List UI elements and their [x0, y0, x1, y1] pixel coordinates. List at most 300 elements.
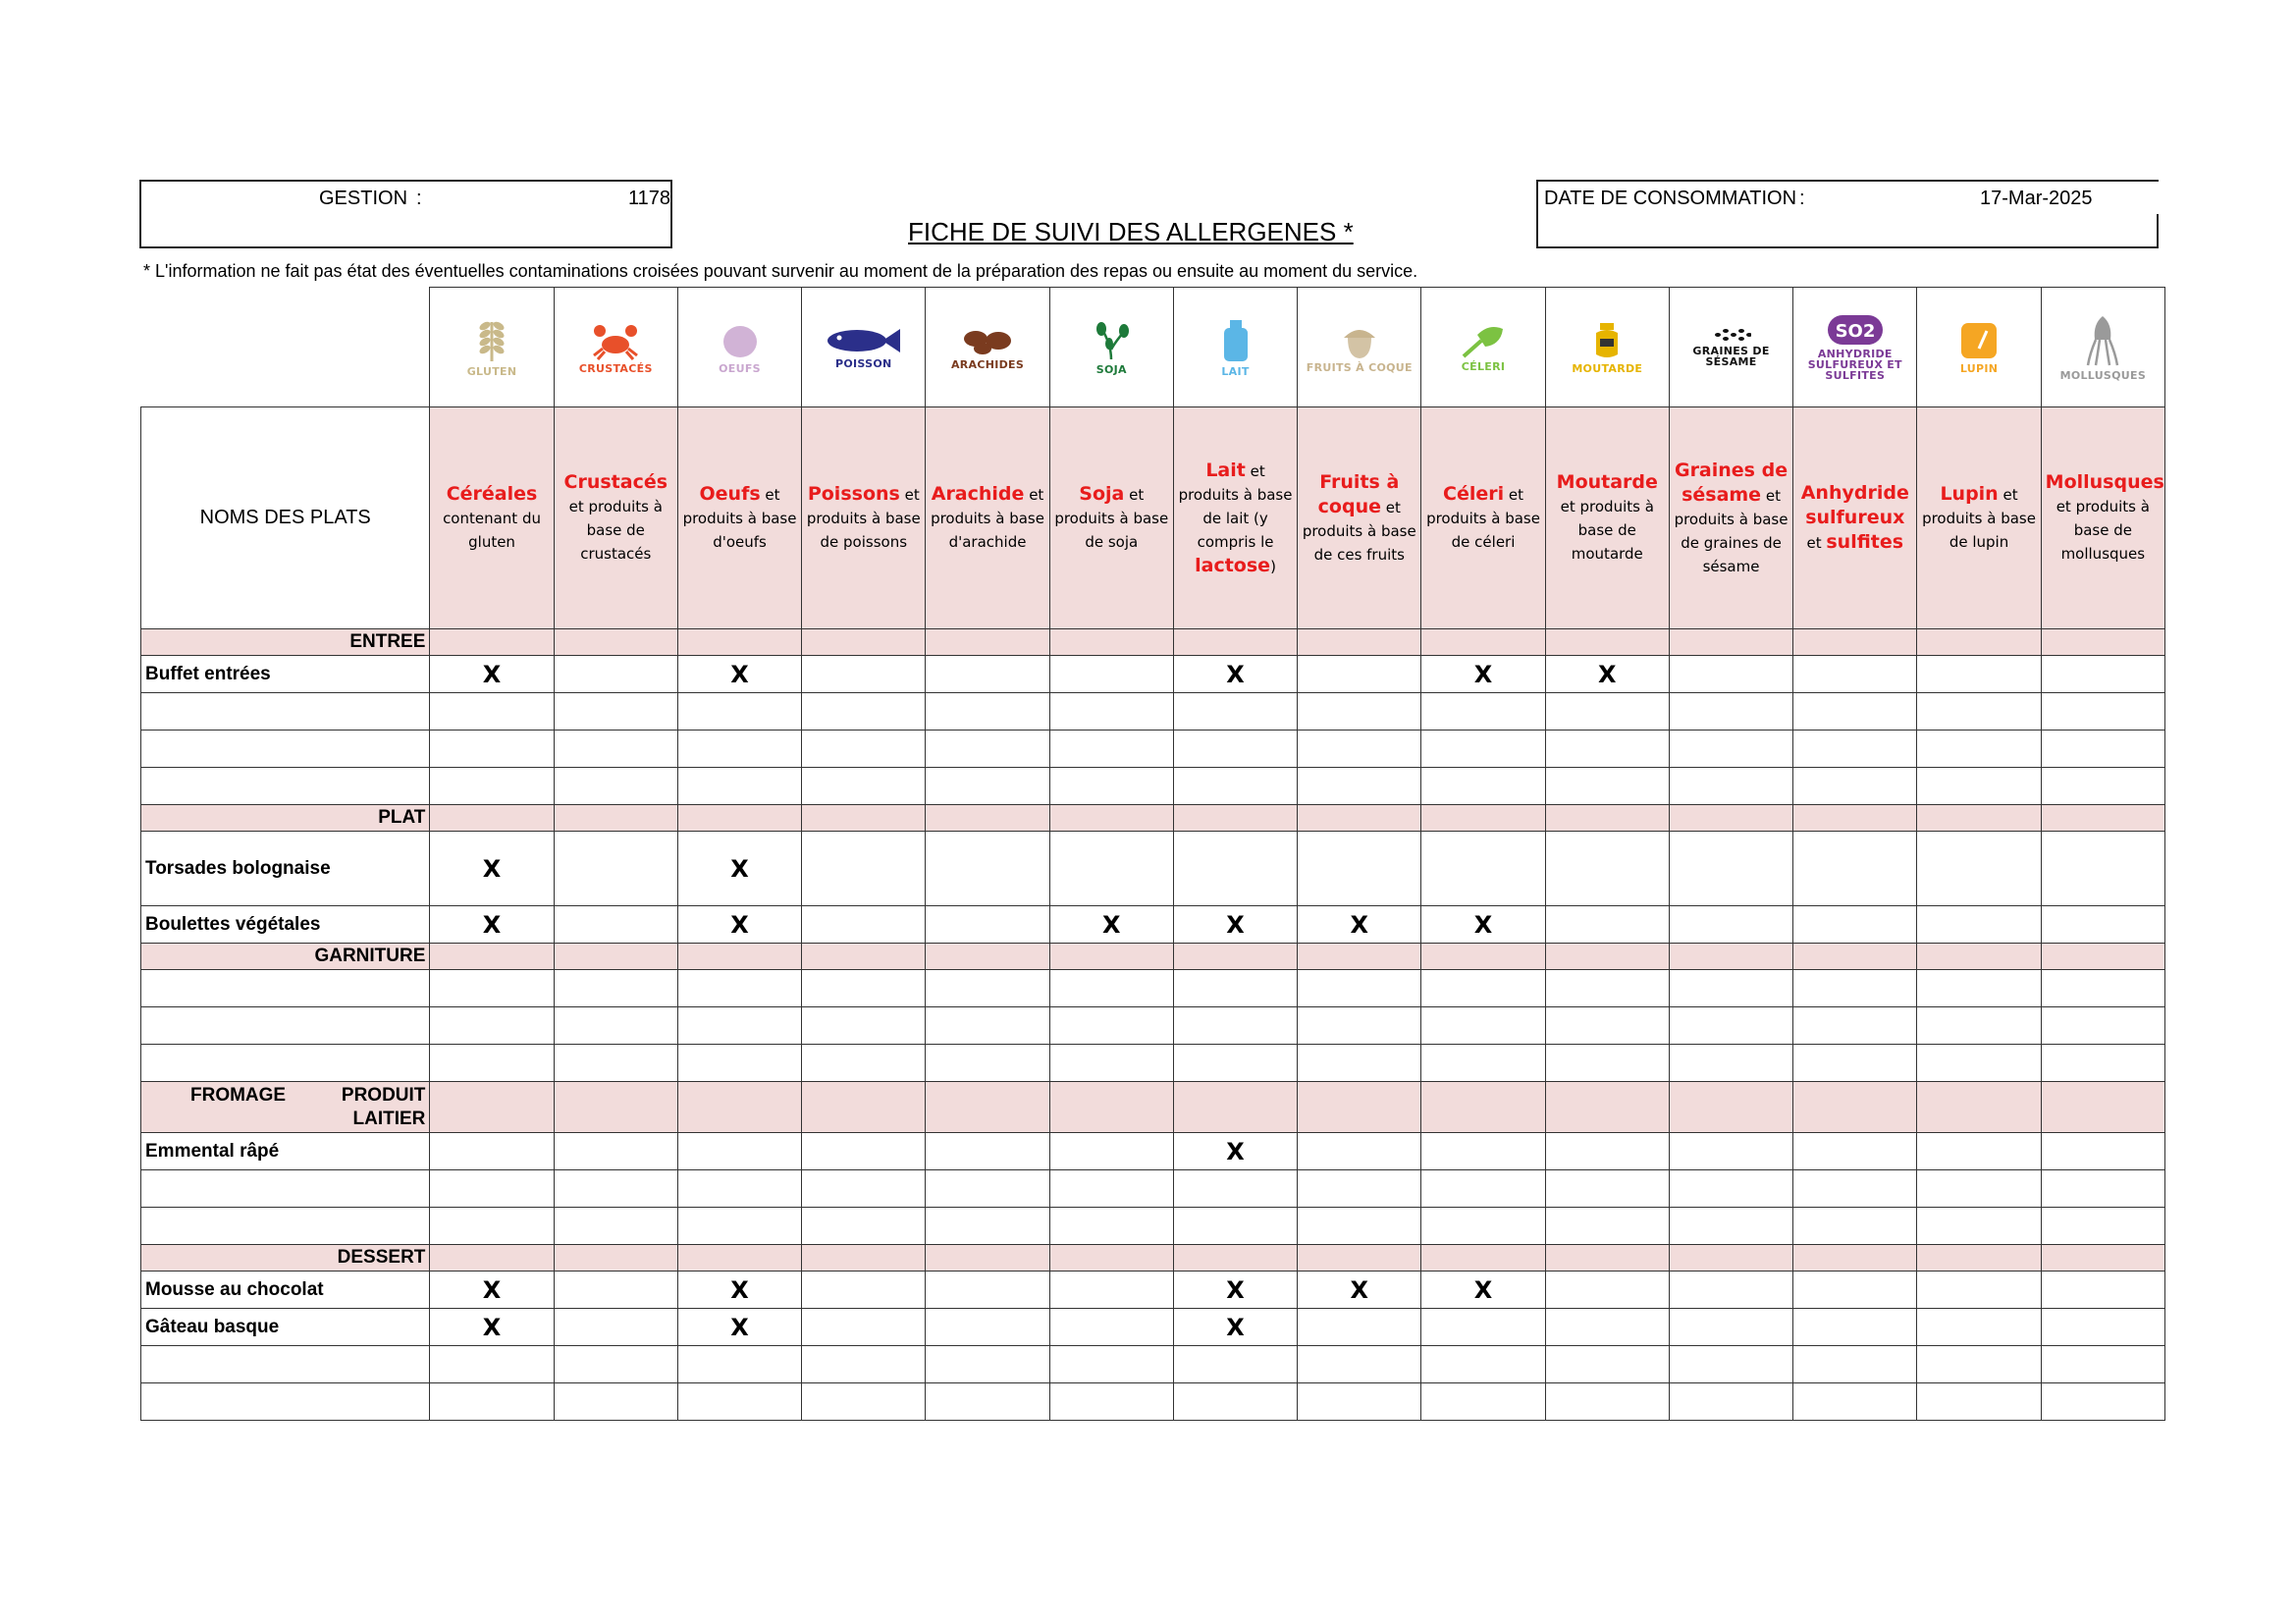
allergen-mark-cell[interactable] — [677, 1208, 801, 1245]
allergen-mark-cell[interactable] — [677, 656, 801, 693]
allergen-mark-cell[interactable] — [1298, 1272, 1421, 1309]
allergen-mark-cell[interactable] — [554, 1383, 677, 1421]
allergen-mark-cell[interactable] — [1793, 1208, 1917, 1245]
allergen-mark-cell[interactable] — [1049, 970, 1173, 1007]
allergen-icon-cell — [1421, 288, 1545, 407]
allergen-mark-cell[interactable] — [926, 1170, 1049, 1208]
allergen-mark-cell[interactable] — [1298, 1170, 1421, 1208]
allergen-mark-cell[interactable] — [1421, 970, 1545, 1007]
allergen-mark-cell[interactable] — [1049, 693, 1173, 731]
allergen-mark-cell[interactable] — [430, 1383, 554, 1421]
allergen-mark-cell[interactable] — [1545, 1133, 1669, 1170]
allergen-mark-cell[interactable] — [430, 1133, 554, 1170]
allergen-mark-cell[interactable] — [802, 656, 926, 693]
allergen-mark-cell[interactable] — [1793, 1272, 1917, 1309]
allergen-mark-cell[interactable] — [2041, 1309, 2164, 1346]
allergen-mark-cell[interactable] — [430, 656, 554, 693]
allergen-mark-cell[interactable] — [1669, 1208, 1792, 1245]
allergen-mark-cell[interactable] — [1173, 731, 1297, 768]
allergen-mark-cell[interactable] — [926, 1272, 1049, 1309]
allergen-mark-cell[interactable] — [1049, 656, 1173, 693]
allergen-detail: et produits à base de moutarde — [1560, 498, 1654, 563]
allergen-mark-cell[interactable] — [1669, 656, 1792, 693]
allergen-mark-cell[interactable] — [1545, 1272, 1669, 1309]
allergen-icon-cell — [554, 288, 677, 407]
section-cell — [1298, 1082, 1421, 1133]
allergen-mark-cell[interactable] — [1545, 1007, 1669, 1045]
allergen-mark-cell[interactable] — [1793, 832, 1917, 906]
allergen-mark-cell[interactable] — [926, 1383, 1049, 1421]
allergen-mark-cell[interactable] — [926, 1309, 1049, 1346]
allergen-mark-cell[interactable] — [1049, 1045, 1173, 1082]
allergen-mark-cell[interactable] — [1049, 906, 1173, 944]
allergen-mark-cell[interactable] — [802, 768, 926, 805]
allergen-mark-cell[interactable] — [1298, 1383, 1421, 1421]
allergen-mark-cell[interactable] — [430, 731, 554, 768]
allergen-mark-cell[interactable] — [1545, 731, 1669, 768]
allergen-mark-cell[interactable] — [1793, 970, 1917, 1007]
allergen-mark-cell[interactable] — [1793, 1383, 1917, 1421]
allergen-mark-cell[interactable] — [554, 1007, 677, 1045]
allergen-mark-cell[interactable] — [1545, 1309, 1669, 1346]
allergen-mark-cell[interactable] — [677, 1309, 801, 1346]
allergen-mark-cell[interactable] — [1173, 1309, 1297, 1346]
section-cell — [2041, 944, 2164, 970]
allergen-mark-cell[interactable] — [2041, 970, 2164, 1007]
allergen-mark-cell[interactable] — [1421, 1170, 1545, 1208]
allergen-mark-cell[interactable] — [1669, 1383, 1792, 1421]
allergen-mark-cell[interactable] — [926, 970, 1049, 1007]
allergen-mark-cell[interactable] — [1793, 906, 1917, 944]
allergen-mark-cell[interactable] — [554, 656, 677, 693]
allergen-mark-cell[interactable] — [1049, 731, 1173, 768]
allergen-detail: contenant du gluten — [443, 510, 541, 551]
allergen-mark-cell[interactable] — [2041, 1045, 2164, 1082]
allergen-mark-cell[interactable] — [677, 731, 801, 768]
allergen-mark-cell[interactable] — [926, 906, 1049, 944]
allergen-mark-cell[interactable] — [1298, 1208, 1421, 1245]
allergen-mark-cell[interactable] — [1421, 1272, 1545, 1309]
allergen-mark-cell[interactable] — [1298, 970, 1421, 1007]
allergen-mark-cell[interactable] — [1669, 970, 1792, 1007]
allergen-mark-cell[interactable] — [1049, 1309, 1173, 1346]
allergen-mark-cell[interactable] — [1669, 1007, 1792, 1045]
allergen-mark-cell[interactable] — [802, 970, 926, 1007]
allergen-mark-cell[interactable] — [554, 1133, 677, 1170]
allergen-mark-cell[interactable] — [1421, 1208, 1545, 1245]
allergen-mark: X — [1473, 1275, 1493, 1304]
allergen-mark-cell[interactable] — [1669, 1170, 1792, 1208]
allergen-mark-cell[interactable] — [677, 1383, 801, 1421]
allergen-mark-cell[interactable] — [554, 1208, 677, 1245]
allergen-mark-cell[interactable] — [802, 832, 926, 906]
section-cell — [1917, 1082, 2041, 1133]
allergen-mark-cell[interactable] — [926, 1208, 1049, 1245]
section-cell — [1793, 1082, 1917, 1133]
allergen-mark-cell[interactable] — [1793, 1309, 1917, 1346]
allergen-mark-cell[interactable] — [1793, 731, 1917, 768]
allergen-mark-cell[interactable] — [926, 693, 1049, 731]
allergen-mark-cell[interactable] — [1049, 1383, 1173, 1421]
allergen-mark-cell[interactable] — [1669, 1346, 1792, 1383]
allergen-mark-cell[interactable] — [554, 970, 677, 1007]
allergen-mark-cell[interactable] — [430, 1346, 554, 1383]
section-cell — [1049, 1082, 1173, 1133]
allergen-mark-cell[interactable] — [430, 693, 554, 731]
allergen-mark-cell[interactable] — [1298, 768, 1421, 805]
allergen-mark-cell[interactable] — [1421, 693, 1545, 731]
allergen-mark-cell[interactable] — [1421, 1309, 1545, 1346]
allergen-mark-cell[interactable] — [1421, 906, 1545, 944]
allergen-mark-cell[interactable] — [802, 693, 926, 731]
allergen-mark-cell[interactable] — [1917, 1272, 2041, 1309]
allergen-mark-cell[interactable] — [1298, 1045, 1421, 1082]
allergen-mark-cell[interactable] — [2041, 1346, 2164, 1383]
allergen-mark-cell[interactable] — [554, 693, 677, 731]
allergen-mark-cell[interactable] — [430, 1272, 554, 1309]
allergen-mark-cell[interactable] — [802, 1346, 926, 1383]
dish-name — [141, 731, 430, 768]
allergen-description — [430, 407, 554, 629]
section-name-part: PRODUIT — [341, 1084, 426, 1106]
allergen-mark-cell[interactable] — [1793, 1007, 1917, 1045]
lait-icon — [1221, 318, 1251, 363]
allergen-mark-cell[interactable] — [1917, 1133, 2041, 1170]
allergen-mark-cell[interactable] — [1545, 906, 1669, 944]
allergen-mark-cell[interactable] — [1669, 906, 1792, 944]
allergen-icon-cell — [926, 288, 1049, 407]
allergen-mark-cell[interactable] — [430, 1170, 554, 1208]
allergen-mark-cell[interactable] — [926, 768, 1049, 805]
allergen-mark-cell[interactable] — [1173, 656, 1297, 693]
section-cell — [677, 1245, 801, 1272]
section-cell — [430, 1245, 554, 1272]
allergen-mark-cell[interactable] — [1917, 1309, 2041, 1346]
allergen-mark-cell[interactable] — [1298, 656, 1421, 693]
allergen-mark-cell[interactable] — [1545, 1346, 1669, 1383]
allergen-mark-cell[interactable] — [554, 731, 677, 768]
cross-contamination-note: * L'information ne fait pas état des éventuelles contaminations croisées pouvant survenir au moment de la préparation des repas ou ensuite au moment du service. — [143, 261, 1418, 281]
allergen-mark-cell[interactable] — [1298, 1007, 1421, 1045]
allergen-mark-cell[interactable] — [2041, 832, 2164, 906]
allergen-mark-cell[interactable] — [1917, 1346, 2041, 1383]
allergen-mark-cell[interactable] — [1917, 1170, 2041, 1208]
dish-name — [141, 970, 430, 1007]
allergen-icon-cell — [677, 288, 801, 407]
allergen-mark-cell[interactable] — [1917, 656, 2041, 693]
allergen-mark-cell[interactable] — [1545, 693, 1669, 731]
allergen-mark-cell[interactable] — [1298, 731, 1421, 768]
allergen-mark-cell[interactable] — [802, 731, 926, 768]
allergen-mark-cell[interactable] — [2041, 731, 2164, 768]
dish-row — [141, 1346, 2165, 1383]
allergen-mark-cell[interactable] — [1793, 1346, 1917, 1383]
allergen-mark: X — [730, 910, 749, 939]
section-cell — [802, 944, 926, 970]
allergen-mark-cell[interactable] — [1173, 768, 1297, 805]
allergen-detail: et produits à base de lait (y compris le — [1178, 461, 1293, 551]
allergen-mark-cell[interactable] — [1173, 1208, 1297, 1245]
allergen-mark-cell[interactable] — [554, 906, 677, 944]
allergen-mark-cell[interactable] — [1298, 1309, 1421, 1346]
allergen-mark-cell[interactable] — [802, 1133, 926, 1170]
allergen-mark-cell[interactable] — [802, 1383, 926, 1421]
allergen-mark-cell[interactable] — [1049, 1007, 1173, 1045]
allergen-description — [2041, 407, 2164, 629]
allergen-mark-cell[interactable] — [2041, 656, 2164, 693]
allergen-mark-cell[interactable] — [430, 1045, 554, 1082]
allergen-mark-cell[interactable] — [1173, 1007, 1297, 1045]
allergen-mark-cell[interactable] — [1421, 768, 1545, 805]
allergen-mark-cell[interactable] — [1669, 1045, 1792, 1082]
allergen-mark-cell[interactable] — [1173, 1133, 1297, 1170]
allergen-icon-label: SOJA — [1095, 362, 1127, 376]
allergen-mark: X — [1226, 660, 1245, 688]
allergen-mark-cell[interactable] — [2041, 906, 2164, 944]
allergen-mark-cell[interactable] — [1173, 1272, 1297, 1309]
allergen-mark-cell[interactable] — [1421, 1133, 1545, 1170]
allergen-icon-cell — [2041, 288, 2164, 407]
allergen-mark-cell[interactable] — [1049, 1272, 1173, 1309]
so2-icon — [1827, 314, 1884, 346]
allergen-detail: et produits à base d'arachide — [931, 486, 1044, 551]
allergen-mark-cell[interactable] — [1173, 1383, 1297, 1421]
allergen-mark-cell[interactable] — [1421, 1007, 1545, 1045]
allergen-mark-cell[interactable] — [1421, 832, 1545, 906]
lupin-icon — [1959, 321, 1999, 360]
section-cell — [1917, 944, 2041, 970]
dish-row — [141, 693, 2165, 731]
allergen-detail: et — [1806, 534, 1822, 552]
section-cell — [1049, 944, 1173, 970]
allergen-mark-cell[interactable] — [1173, 1346, 1297, 1383]
allergen-mark: X — [1473, 660, 1493, 688]
allergen-mark-cell[interactable] — [2041, 768, 2164, 805]
allergen-mark-cell[interactable] — [1669, 731, 1792, 768]
section-cell — [1173, 805, 1297, 832]
allergen-mark-cell[interactable] — [1421, 656, 1545, 693]
section-cell — [1421, 944, 1545, 970]
allergen-mark-cell[interactable] — [554, 1346, 677, 1383]
allergen-mark-cell[interactable] — [554, 832, 677, 906]
allergen-mark: X — [730, 854, 749, 883]
allergen-mark-cell[interactable] — [677, 970, 801, 1007]
section-row — [141, 629, 2165, 656]
allergen-mark-cell[interactable] — [1545, 1045, 1669, 1082]
allergen-mark-cell[interactable] — [1298, 1133, 1421, 1170]
allergen-mark-cell[interactable] — [430, 768, 554, 805]
allergen-mark-cell[interactable] — [1793, 693, 1917, 731]
section-cell — [1793, 805, 1917, 832]
section-cell — [677, 805, 801, 832]
allergen-mark-cell[interactable] — [1545, 656, 1669, 693]
allergen-mark-cell[interactable] — [1173, 970, 1297, 1007]
page-title: FICHE DE SUIVI DES ALLERGENES * — [908, 217, 1354, 246]
allergen-mark-cell[interactable] — [677, 1045, 801, 1082]
allergen-mark-cell[interactable] — [554, 768, 677, 805]
allergen-mark-cell[interactable] — [1049, 1208, 1173, 1245]
allergen-mark-cell[interactable] — [1793, 768, 1917, 805]
allergen-mark-cell[interactable] — [1669, 1133, 1792, 1170]
allergen-mark-cell[interactable] — [802, 1272, 926, 1309]
section-row — [141, 805, 2165, 832]
section-cell — [1298, 805, 1421, 832]
section-cell — [1421, 805, 1545, 832]
allergen-mark-cell[interactable] — [1793, 656, 1917, 693]
allergen-mark-cell[interactable] — [554, 1309, 677, 1346]
section-cell — [1173, 1245, 1297, 1272]
allergen-mark-cell[interactable] — [1545, 1208, 1669, 1245]
allergen-mark-cell[interactable] — [677, 1272, 801, 1309]
allergen-mark-cell[interactable] — [1917, 906, 2041, 944]
allergen-mark-cell[interactable] — [926, 832, 1049, 906]
allergen-mark-cell[interactable] — [1421, 1346, 1545, 1383]
allergen-mark-cell[interactable] — [802, 1170, 926, 1208]
section-cell — [1917, 1245, 2041, 1272]
allergen-mark-cell[interactable] — [430, 832, 554, 906]
allergen-mark-cell[interactable] — [1173, 906, 1297, 944]
allergen-mark-cell[interactable] — [1917, 1045, 2041, 1082]
allergen-mark-cell[interactable] — [430, 906, 554, 944]
allergen-mark-cell[interactable] — [677, 832, 801, 906]
allergen-mark-cell[interactable] — [677, 768, 801, 805]
allergen-name: Céleri — [1443, 483, 1505, 505]
oeufs-icon — [721, 321, 760, 360]
allergen-description — [1049, 407, 1173, 629]
allergen-mark-cell[interactable] — [1545, 970, 1669, 1007]
allergen-mark: X — [1598, 660, 1617, 688]
allergen-mark-cell[interactable] — [554, 1272, 677, 1309]
allergen-mark-cell[interactable] — [677, 1133, 801, 1170]
allergen-close: ) — [1270, 557, 1276, 575]
allergen-mark-cell[interactable] — [1793, 1133, 1917, 1170]
section-name: ENTREE — [141, 629, 430, 656]
allergen-mark-cell[interactable] — [2041, 1272, 2164, 1309]
allergen-mark-cell[interactable] — [1049, 1346, 1173, 1383]
allergen-mark-cell[interactable] — [1421, 731, 1545, 768]
allergen-mark-cell[interactable] — [1421, 1383, 1545, 1421]
allergen-mark-cell[interactable] — [926, 1346, 1049, 1383]
allergen-mark-cell[interactable] — [1298, 693, 1421, 731]
allergen-description — [802, 407, 926, 629]
allergen-mark-cell[interactable] — [1793, 1045, 1917, 1082]
allergen-mark-cell[interactable] — [802, 1208, 926, 1245]
allergen-mark-cell[interactable] — [2041, 693, 2164, 731]
section-cell — [1173, 629, 1297, 656]
section-cell — [2041, 805, 2164, 832]
section-row — [141, 944, 2165, 970]
allergen-mark-cell[interactable] — [1669, 768, 1792, 805]
allergen-mark-cell[interactable] — [1793, 1170, 1917, 1208]
allergen-description — [1917, 407, 2041, 629]
allergen-mark-cell[interactable] — [802, 1045, 926, 1082]
allergen-mark-cell[interactable] — [677, 1007, 801, 1045]
allergen-mark-cell[interactable] — [430, 970, 554, 1007]
allergen-mark-cell[interactable] — [677, 906, 801, 944]
section-cell — [1421, 1082, 1545, 1133]
allergen-description — [1669, 407, 1792, 629]
allergen-mark-cell[interactable] — [802, 1007, 926, 1045]
allergen-mark-cell[interactable] — [1173, 1045, 1297, 1082]
allergen-mark-cell[interactable] — [1669, 832, 1792, 906]
allergen-mark-cell[interactable] — [1298, 832, 1421, 906]
allergen-mark-cell[interactable] — [1917, 1208, 2041, 1245]
allergen-mark-cell[interactable] — [430, 1007, 554, 1045]
allergen-icon-cell — [430, 288, 554, 407]
section-cell — [1298, 944, 1421, 970]
allergen-name: Céréales — [446, 483, 538, 505]
allergen-mark-cell[interactable] — [430, 1208, 554, 1245]
allergen-mark-cell[interactable] — [926, 656, 1049, 693]
allergen-mark-cell[interactable] — [554, 1170, 677, 1208]
allergen-mark-cell[interactable] — [1545, 768, 1669, 805]
allergen-mark-cell[interactable] — [1173, 693, 1297, 731]
allergen-mark-cell[interactable] — [1917, 970, 2041, 1007]
allergen-mark-cell[interactable] — [1049, 832, 1173, 906]
allergen-mark-cell[interactable] — [1049, 768, 1173, 805]
allergen-description — [1793, 407, 1917, 629]
allergen-mark-cell[interactable] — [926, 1133, 1049, 1170]
allergen-mark-cell[interactable] — [2041, 1208, 2164, 1245]
allergen-mark-cell[interactable] — [1049, 1170, 1173, 1208]
allergen-mark-cell[interactable] — [1545, 1383, 1669, 1421]
allergen-mark-cell[interactable] — [1421, 1045, 1545, 1082]
allergen-mark-cell[interactable] — [1173, 832, 1297, 906]
allergen-mark-cell[interactable] — [2041, 1383, 2164, 1421]
allergen-mark-cell[interactable] — [1049, 1133, 1173, 1170]
allergen-mark-cell[interactable] — [1669, 1309, 1792, 1346]
allergen-mark-cell[interactable] — [802, 906, 926, 944]
allergen-mark-cell[interactable] — [1917, 1007, 2041, 1045]
section-cell — [926, 944, 1049, 970]
allergen-name: Crustacés — [563, 471, 668, 493]
fruits-a-coque-icon — [1340, 322, 1379, 359]
allergen-mark-cell[interactable] — [2041, 1170, 2164, 1208]
allergen-mark-cell[interactable] — [1298, 1346, 1421, 1383]
allergen-description — [677, 407, 801, 629]
allergen-icon-cell — [1049, 288, 1173, 407]
allergen-mark-cell[interactable] — [926, 1045, 1049, 1082]
allergen-mark-cell[interactable] — [1298, 906, 1421, 944]
allergen-extra: sulfites — [1826, 531, 1904, 553]
allergen-mark-cell[interactable] — [677, 693, 801, 731]
allergen-mark-cell[interactable] — [677, 1346, 801, 1383]
allergen-mark-cell[interactable] — [554, 1045, 677, 1082]
allergen-mark-cell[interactable] — [1917, 1383, 2041, 1421]
allergen-mark-cell[interactable] — [677, 1170, 801, 1208]
allergen-mark-cell[interactable] — [1669, 693, 1792, 731]
allergen-mark-cell[interactable] — [1917, 768, 2041, 805]
dish-name — [141, 1170, 430, 1208]
section-name: GARNITURE — [141, 944, 430, 970]
allergen-detail: et produits à base de céleri — [1426, 486, 1540, 551]
allergen-mark-cell[interactable] — [2041, 1007, 2164, 1045]
allergen-mark-cell[interactable] — [1917, 693, 2041, 731]
allergen-mark-cell[interactable] — [2041, 1133, 2164, 1170]
allergen-mark-cell[interactable] — [1917, 731, 2041, 768]
allergen-mark-cell[interactable] — [802, 1309, 926, 1346]
allergen-mark-cell[interactable] — [926, 731, 1049, 768]
dish-name: Buffet entrées — [141, 656, 430, 693]
section-cell — [677, 629, 801, 656]
allergen-mark-cell[interactable] — [1917, 832, 2041, 906]
allergen-mark-cell[interactable] — [430, 1309, 554, 1346]
allergen-mark-cell[interactable] — [1669, 1272, 1792, 1309]
allergen-mark-cell[interactable] — [1545, 832, 1669, 906]
allergen-mark-cell[interactable] — [1173, 1170, 1297, 1208]
allergen-mark-cell[interactable] — [926, 1007, 1049, 1045]
allergen-mark-cell[interactable] — [1545, 1170, 1669, 1208]
